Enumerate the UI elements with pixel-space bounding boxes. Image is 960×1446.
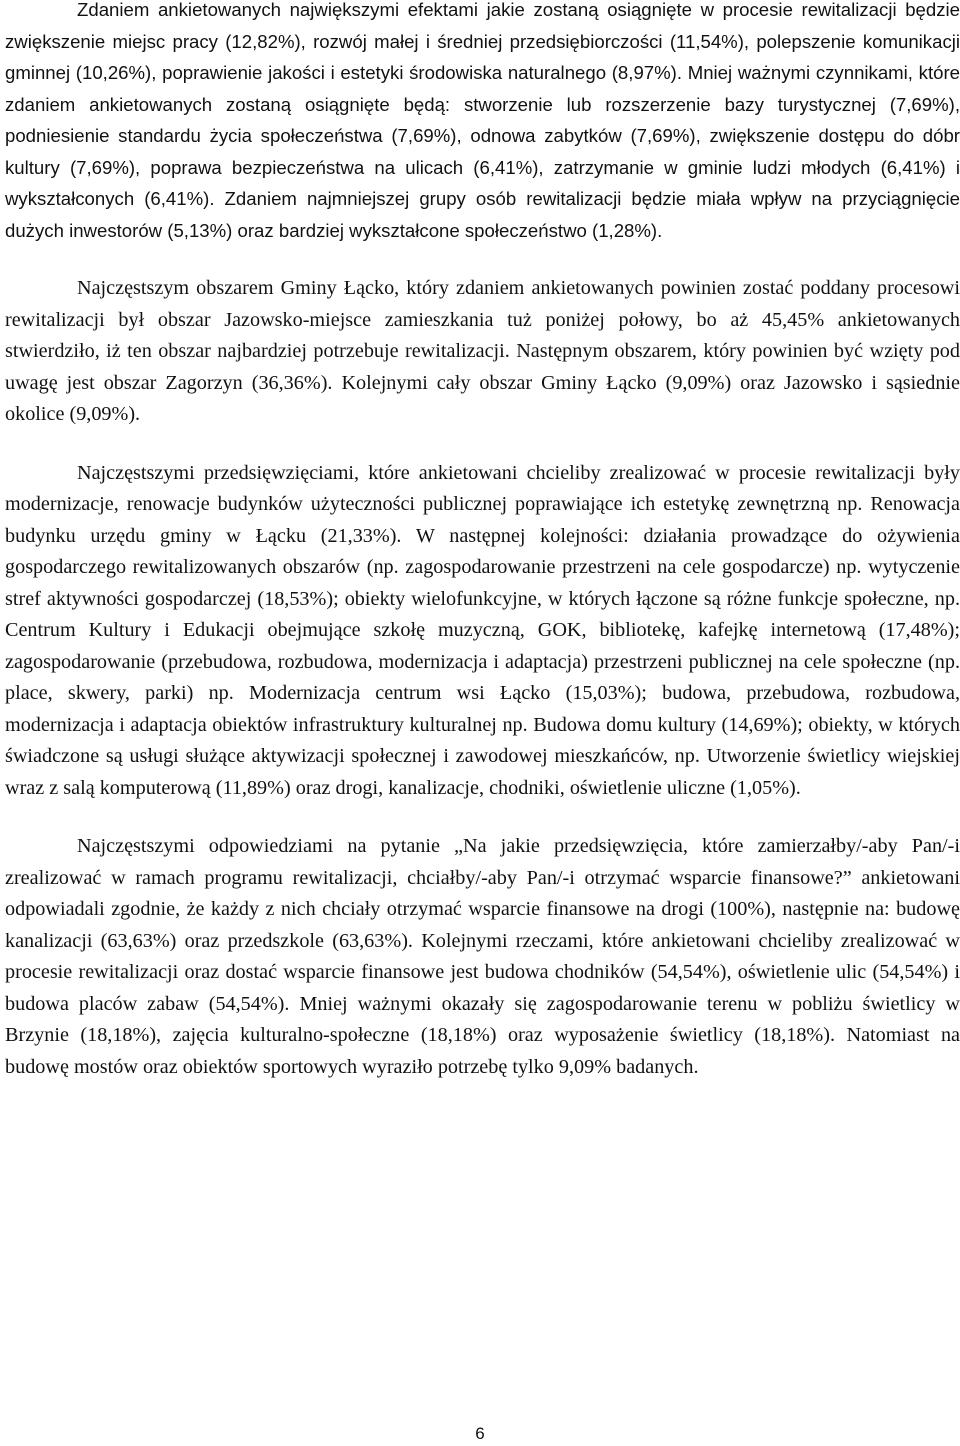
paragraph-spacer: [5, 246, 960, 273]
paragraph-planned-projects: Najczęstszymi przedsięwzięciami, które ankietowani chcieliby zrealizować w procesie rewitalizacji były modernizacje, renowacje budynków użyteczności publicznej poprawiające ich estetykę zewnętrzną np. Renowacja budynku urzędu gminy w Łącku (21,33%). W następnej kolejności: działania prowadzące do ożywienia gospodarczego rewitalizowanych obszarów (np. zagospodarowanie przestrzeni na cele gospodarcze) np. wytyczenie stref aktywności gospodarczej (18,53%); obiekty wielofunkcyjne, w których łączone są różne funkcje społeczne, np. Centrum Kultury i Edukacji obejmujące szkołę muzyczną, GOK, bibliotekę, kafejkę internetową (17,48%); zagospodarowanie (przebudowa, rozbudowa, modernizacja i adaptacja) przestrzeni publicznej na cele społeczne (np. place, skwery, parki) np. Modernizacja centrum wsi Łącko (15,03%); budowa, przebudowa, rozbudowa, modernizacja i adaptacja obiektów infrastruktury kulturalnej np. Budowa domu kultury (14,69%); obiekty, w których świadczone są usługi służące aktywizacji społecznej i zawodowej mieszkańców, np. Utworzenie świetlicy wiejskiej wraz z salą komputerową (11,89%) oraz drogi, kanalizacje, chodniki, oświetlenie uliczne (1,05%).: [5, 461, 960, 799]
page-number: 6: [475, 1424, 485, 1443]
document-page: [5, 0, 960, 1083]
paragraph-spacer: [5, 804, 960, 831]
paragraph-financial-support: Najczęstszymi odpowiedziami na pytanie „Na jakie przedsięwzięcia, które zamierzałby/-aby Pan/-i zrealizować w ramach programu rewitalizacji, chciałby/-aby Pan/-i otrzymać wsparcie finansowe?” ankietowani odpowiadali zgodnie, że każdy z nich chciały otrzymać wsparcie finansowe na drogi (100%), następnie na: budowę kanalizacji (63,63%) oraz przedszkole (63,63%). Kolejnymi rzeczami, które ankietowani chcieliby zrealizować w procesie rewitalizacji oraz dostać wsparcie finansowe jest budowa chodników (54,54%), oświetlenie ulic (54,54%) i budowa placów zabaw (54,54%). Mniej ważnymi okazały się zagospodarowanie terenu w pobliżu świetlicy w Brzynie (18,18%), zajęcia kulturalno-społeczne (18,18%) oraz wyposażenie świetlicy (18,18%). Natomiast na budowę mostów oraz obiektów sportowych wyraziło potrzebę tylko 9,09% badanych.: [5, 835, 960, 1078]
paragraph-spacer: [5, 431, 960, 458]
paragraph-revitalization-areas: Najczęstszym obszarem Gminy Łącko, który zdaniem ankietowanych powinien zostać poddany procesowi rewitalizacji był obszar Jazowsko-miejsce zamieszkania tuż poniżej połowy, bo aż 45,45% ankietowanych stwierdziło, iż ten obszar najbardziej potrzebuje rewitalizacji. Następnym obszarem, który powinien być wzięty pod uwagę jest obszar Zagorzyn (36,36%). Kolejnymi cały obszar Gminy Łącko (9,09%) oraz Jazowsko i sąsiednie okolice (9,09%).: [5, 277, 960, 425]
paragraph-effects-of-revitalization: Zdaniem ankietowanych największymi efektami jakie zostaną osiągnięte w procesie rewitalizacji będzie zwiększenie miejsc pracy (12,82%), rozwój małej i średniej przedsiębiorczości (11,54%), polepszenie komunikacji gminnej (10,26%), poprawienie jakości i estetyki środowiska naturalnego (8,97%). Mniej ważnymi czynnikami, które zdaniem ankietowanych zostaną osiągnięte będą: stworzenie lub rozszerzenie bazy turystycznej (7,69%), podniesienie standardu życia społeczeństwa (7,69%), odnowa zabytków (7,69%), zwiększenie dostępu do dóbr kultury (7,69%), poprawa bezpieczeństwa na ulicach (6,41%), zatrzymanie w gminie ludzi młodych (6,41%) i wykształconych (6,41%). Zdaniem najmniejszej grupy osób rewitalizacji będzie miała wpływ na przyciągnięcie dużych inwestorów (5,13%) oraz bardziej wykształcone społeczeństwo (1,28%).: [5, 0, 960, 241]
